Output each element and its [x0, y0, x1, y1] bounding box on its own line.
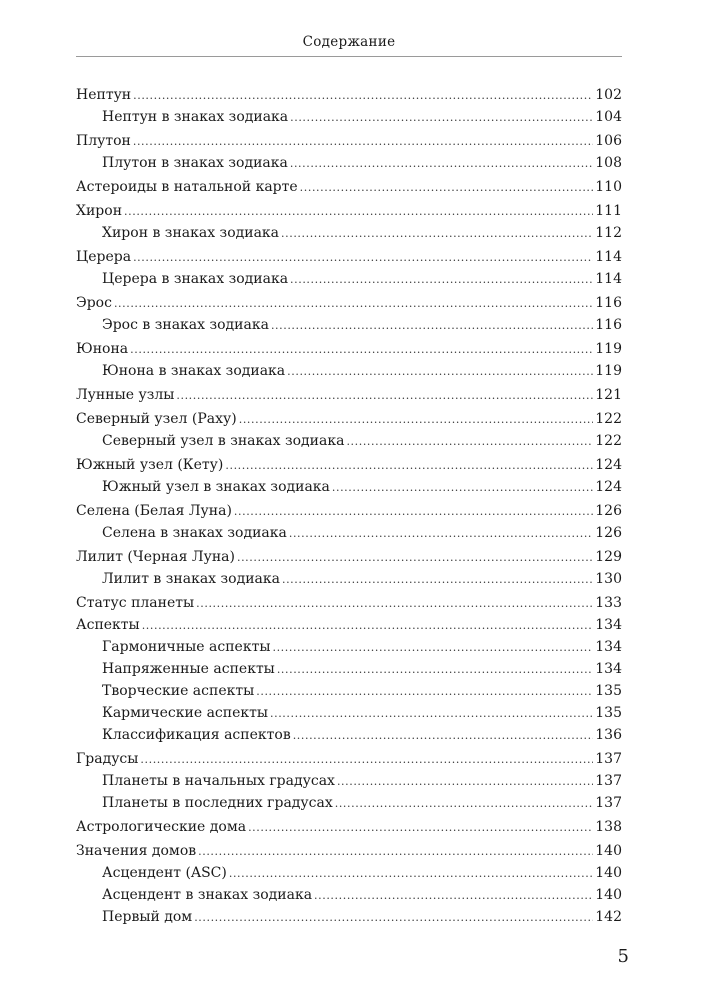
toc-leader-dots: [194, 907, 593, 929]
toc-entry-page: 140: [595, 887, 622, 903]
toc-entry: [76, 546, 622, 568]
toc-leader-dots: [289, 523, 593, 545]
toc-leader-dots: [287, 361, 593, 383]
toc-entry-page: 134: [595, 617, 622, 633]
header-rule: [76, 56, 622, 57]
toc-entry-page: 137: [595, 773, 622, 789]
toc-entry-page: 140: [595, 843, 622, 859]
toc-leader-dots: [337, 771, 593, 793]
toc-leader-dots: [133, 85, 593, 107]
toc-leader-dots: [248, 817, 593, 839]
toc-entry: [76, 408, 622, 430]
toc-entry-title: Юнона в знаках зодиака: [102, 363, 286, 379]
toc-entry-title: Лунные узлы: [76, 387, 175, 403]
toc-entry-title: Гармоничные аспекты: [102, 639, 271, 655]
toc-entry-page: 133: [595, 595, 622, 611]
toc-entry: [76, 702, 622, 724]
toc-leader-dots: [234, 501, 593, 523]
toc-entry-page: 130: [595, 571, 622, 587]
toc-leader-dots: [277, 659, 593, 681]
toc-entry: [76, 454, 622, 476]
toc-entry-title: Статус планеты: [76, 595, 195, 611]
toc-entry-title: Селена (Белая Луна): [76, 503, 232, 519]
toc-entry-title: Хирон в знаках зодиака: [102, 225, 280, 241]
toc-entry: [76, 658, 622, 680]
toc-entry: [76, 592, 622, 614]
toc-entry-title: Первый дом: [102, 909, 193, 925]
toc-entry-page: 134: [595, 639, 622, 655]
running-head: Содержание: [302, 34, 396, 50]
toc-entry: [76, 338, 622, 360]
toc-entry: [76, 636, 622, 658]
toc-entry: [76, 840, 622, 862]
toc-entry-title: Кармические аспекты: [102, 705, 269, 721]
toc-entry-page: 102: [595, 87, 622, 103]
toc-entry: [76, 724, 622, 746]
toc-entry: [76, 680, 622, 702]
toc-entry: [76, 152, 622, 174]
toc-entry-page: 121: [595, 387, 622, 403]
toc-entry: [76, 84, 622, 106]
toc-entry: [76, 430, 622, 452]
toc-entry-title: Астероиды в натальной карте: [76, 179, 298, 195]
toc-leader-dots: [176, 385, 593, 407]
toc-leader-dots: [346, 431, 593, 453]
toc-entry-title: Нептун: [76, 87, 132, 103]
toc-entry-page: 122: [595, 411, 622, 427]
toc-leader-dots: [239, 409, 594, 431]
toc-entry: [76, 476, 622, 498]
toc-entry-title: Классификация аспектов: [102, 727, 291, 743]
toc-entry-page: 126: [595, 503, 622, 519]
page-number: 5: [617, 946, 629, 967]
toc-entry: [76, 222, 622, 244]
toc-leader-dots: [270, 703, 593, 725]
toc-entry-title: Асцендент в знаках зодиака: [102, 887, 313, 903]
toc-leader-dots: [198, 841, 593, 863]
toc-entry-title: Церера: [76, 249, 132, 265]
toc-leader-dots: [133, 247, 593, 269]
toc-leader-dots: [114, 293, 593, 315]
toc-leader-dots: [271, 315, 593, 337]
toc-entry-page: 116: [595, 295, 622, 311]
toc-entry-title: Астрологические дома: [76, 819, 247, 835]
toc-leader-dots: [142, 615, 594, 637]
toc-entry: [76, 500, 622, 522]
toc-entry-title: Церера в знаках зодиака: [102, 271, 289, 287]
toc-entry-page: 114: [595, 249, 622, 265]
toc-entry: [76, 816, 622, 838]
toc-entry-title: Плутон: [76, 133, 131, 149]
toc-leader-dots: [332, 477, 593, 499]
toc-entry-title: Южный узел в знаках зодиака: [102, 479, 330, 495]
toc-entry: [76, 770, 622, 792]
toc-entry-page: 134: [595, 661, 622, 677]
toc-leader-dots: [133, 131, 593, 153]
toc-leader-dots: [225, 455, 593, 477]
toc-entry-page: 119: [595, 363, 622, 379]
toc-entry-title: Юнона: [76, 341, 129, 357]
toc-leader-dots: [237, 547, 593, 569]
toc-entry-page: 135: [595, 705, 622, 721]
toc-entry-title: Планеты в начальных градусах: [102, 773, 335, 789]
toc-leader-dots: [300, 177, 594, 199]
toc-leader-dots: [290, 153, 593, 175]
toc-entry: [76, 906, 622, 928]
toc-entry-page: 135: [595, 683, 622, 699]
toc-entry-page: 126: [595, 525, 622, 541]
toc-entry-title: Южный узел (Кету): [76, 457, 224, 473]
toc-entry: [76, 884, 622, 906]
toc-entry-title: Северный узел в знаках зодиака: [102, 433, 345, 449]
table-of-contents: [76, 84, 622, 928]
toc-entry-title: Напряженные аспекты: [102, 661, 275, 677]
toc-entry: [76, 292, 622, 314]
toc-entry-title: Эрос: [76, 295, 112, 311]
toc-entry: [76, 106, 622, 128]
toc-entry-page: 104: [595, 109, 622, 125]
toc-entry: [76, 862, 622, 884]
toc-leader-dots: [281, 223, 593, 245]
toc-entry: [76, 176, 622, 198]
toc-entry: [76, 130, 622, 152]
toc-entry: [76, 792, 622, 814]
toc-leader-dots: [130, 339, 593, 361]
toc-entry-title: Северный узел (Раху): [76, 411, 237, 427]
toc-entry: [76, 384, 622, 406]
toc-leader-dots: [140, 749, 593, 771]
toc-entry-page: 136: [595, 727, 622, 743]
toc-entry-title: Селена в знаках зодиака: [102, 525, 287, 541]
toc-entry-page: 129: [595, 549, 622, 565]
toc-leader-dots: [272, 637, 593, 659]
toc-entry-title: Планеты в последних градусах: [102, 795, 333, 811]
toc-entry-title: Нептун в знаках зодиака: [102, 109, 289, 125]
toc-entry: [76, 568, 622, 590]
toc-entry: [76, 246, 622, 268]
toc-entry: [76, 522, 622, 544]
toc-entry-page: 137: [595, 795, 622, 811]
toc-entry: [76, 200, 622, 222]
toc-entry-page: 119: [595, 341, 622, 357]
toc-entry-title: Значения домов: [76, 843, 197, 859]
toc-entry-title: Хирон: [76, 203, 123, 219]
toc-entry-title: Асцендент (ASC): [102, 865, 227, 881]
toc-leader-dots: [282, 569, 593, 591]
toc-entry: [76, 314, 622, 336]
toc-entry-title: Аспекты: [76, 617, 140, 633]
toc-entry-page: 137: [595, 751, 622, 767]
toc-entry-title: Эрос в знаках зодиака: [102, 317, 269, 333]
toc-leader-dots: [196, 593, 593, 615]
toc-entry: [76, 614, 622, 636]
toc-entry-title: Творческие аспекты: [102, 683, 255, 699]
toc-leader-dots: [229, 863, 593, 885]
toc-entry-page: 124: [595, 457, 622, 473]
toc-entry-page: 111: [595, 203, 622, 219]
toc-leader-dots: [124, 201, 593, 223]
toc-entry: [76, 360, 622, 382]
toc-leader-dots: [314, 885, 593, 907]
toc-entry-page: 114: [595, 271, 622, 287]
toc-entry: [76, 268, 622, 290]
toc-entry: [76, 748, 622, 770]
toc-entry-page: 116: [595, 317, 622, 333]
toc-entry-page: 110: [595, 179, 622, 195]
toc-entry-page: 142: [595, 909, 622, 925]
toc-entry-page: 138: [595, 819, 622, 835]
toc-entry-page: 106: [595, 133, 622, 149]
toc-leader-dots: [290, 269, 593, 291]
toc-leader-dots: [290, 107, 593, 129]
toc-entry-page: 140: [595, 865, 622, 881]
toc-entry-title: Плутон в знаках зодиака: [102, 155, 288, 171]
toc-entry-title: Градусы: [76, 751, 139, 767]
toc-leader-dots: [256, 681, 593, 703]
toc-entry-title: Лилит в знаках зодиака: [102, 571, 280, 587]
toc-entry-page: 108: [595, 155, 622, 171]
toc-entry-page: 122: [595, 433, 622, 449]
toc-leader-dots: [293, 725, 594, 747]
toc-entry-page: 112: [595, 225, 622, 241]
toc-entry-page: 124: [595, 479, 622, 495]
toc-entry-title: Лилит (Черная Луна): [76, 549, 235, 565]
toc-leader-dots: [335, 793, 594, 815]
